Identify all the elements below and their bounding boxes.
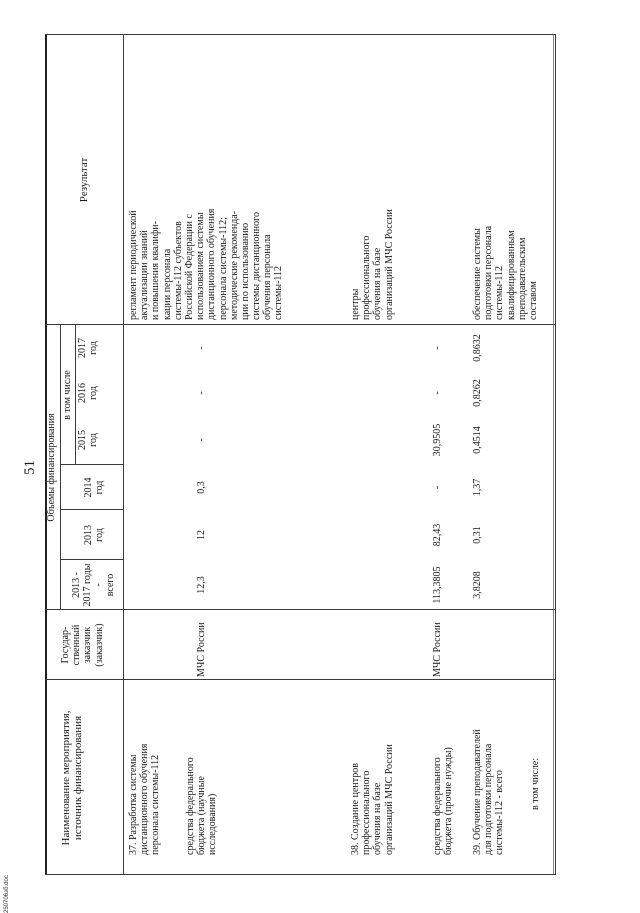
col-border-7	[45, 34, 556, 35]
header-funding: Объемы финансирования	[46, 413, 57, 522]
row-37-source: средства федерального бюджета (научные исследования)	[185, 757, 219, 855]
row-39-2016: 0,8262	[472, 379, 483, 407]
row-38-2014: -	[432, 485, 443, 490]
row-39-title: 39. Обучение преподавателей для подготовки персонала системы-112 - всего	[472, 729, 506, 855]
row-38-2013: 82,43	[432, 523, 443, 547]
table-bottom-inner-line	[553, 35, 554, 875]
row-39-subtitle: в том числе:	[530, 757, 541, 810]
col-border-2	[45, 609, 556, 610]
col-border-0	[45, 874, 556, 875]
row-38-result: центры профессионального обучения на базе организаций МЧС России	[350, 209, 395, 320]
col-border-6	[45, 324, 556, 325]
row-39-total: 3,8208	[472, 571, 483, 599]
row-39-result: обеспечение системы подготовки персонала системы-112 квалифицированным преподавательским составом	[472, 225, 539, 320]
row-37-2015: -	[196, 438, 207, 442]
row-38-customer: МЧС России	[432, 622, 443, 677]
page-number: 51	[22, 460, 38, 475]
header-2015: 2015 год	[77, 430, 100, 450]
subheader-divider	[75, 325, 76, 465]
col-border-3	[60, 559, 124, 560]
row-37-total: 12,3	[196, 576, 207, 594]
footer-filename: 250706эб.doc	[4, 875, 10, 913]
header-2017: 2017 год	[77, 338, 100, 358]
row-38-2017: -	[432, 346, 443, 350]
header-total: 2013 - 2017 годы - всего	[71, 563, 116, 607]
row-39-2014: 1,37	[472, 478, 483, 497]
row-37-2017: -	[196, 346, 207, 350]
row-39-2013: 0,31	[472, 526, 483, 544]
header-2014: 2014 год	[83, 477, 106, 498]
row-39-2017: 0,8632	[472, 334, 483, 362]
header-bottom-border	[123, 35, 124, 875]
header-name: Наименование мероприятия, источник финансирования	[60, 710, 85, 846]
table-bottom-border	[555, 35, 556, 875]
header-customer: Государ- ственный заказчик (заказчик)	[60, 623, 105, 667]
row-37-result: регламент периодической актуализации знаний и повышения квалифи- кации персонала системы-112 субъектов Российской Федерации с использованием системы дистанционного обучения персонала системы-112; методические рекоменда- ции по использованию системы дистанционного обучения персонала системы-112	[128, 208, 285, 320]
col-border-5	[60, 464, 124, 465]
row-38-source: средства федерального бюджета (прочие нужды)	[432, 747, 455, 855]
col-border-4	[60, 509, 124, 510]
row-37-2016: -	[196, 391, 207, 395]
header-in-that-number: в том числе	[62, 370, 73, 420]
row-37-2014: 0,3	[196, 481, 207, 494]
row-38-2016: -	[432, 391, 443, 395]
header-result: Результат	[78, 157, 90, 203]
header-2016: 2016 год	[77, 383, 100, 403]
row-38-2015: 30,9505	[432, 423, 443, 457]
funding-header-divider	[60, 325, 61, 610]
row-37-customer: МЧС России	[196, 622, 207, 677]
row-37-2013: 12	[196, 530, 207, 540]
row-39-2015: 0,4514	[472, 426, 483, 454]
col-border-1	[45, 679, 556, 680]
row-37-title: 37. Разработка системы дистанционного обучения персонала системы-112	[128, 743, 162, 855]
header-2013: 2013 год	[83, 525, 106, 545]
row-38-title: 38. Создание центров профессионального обучения на базе организаций МЧС России	[350, 744, 395, 855]
row-38-total: 113,3805	[432, 566, 443, 604]
